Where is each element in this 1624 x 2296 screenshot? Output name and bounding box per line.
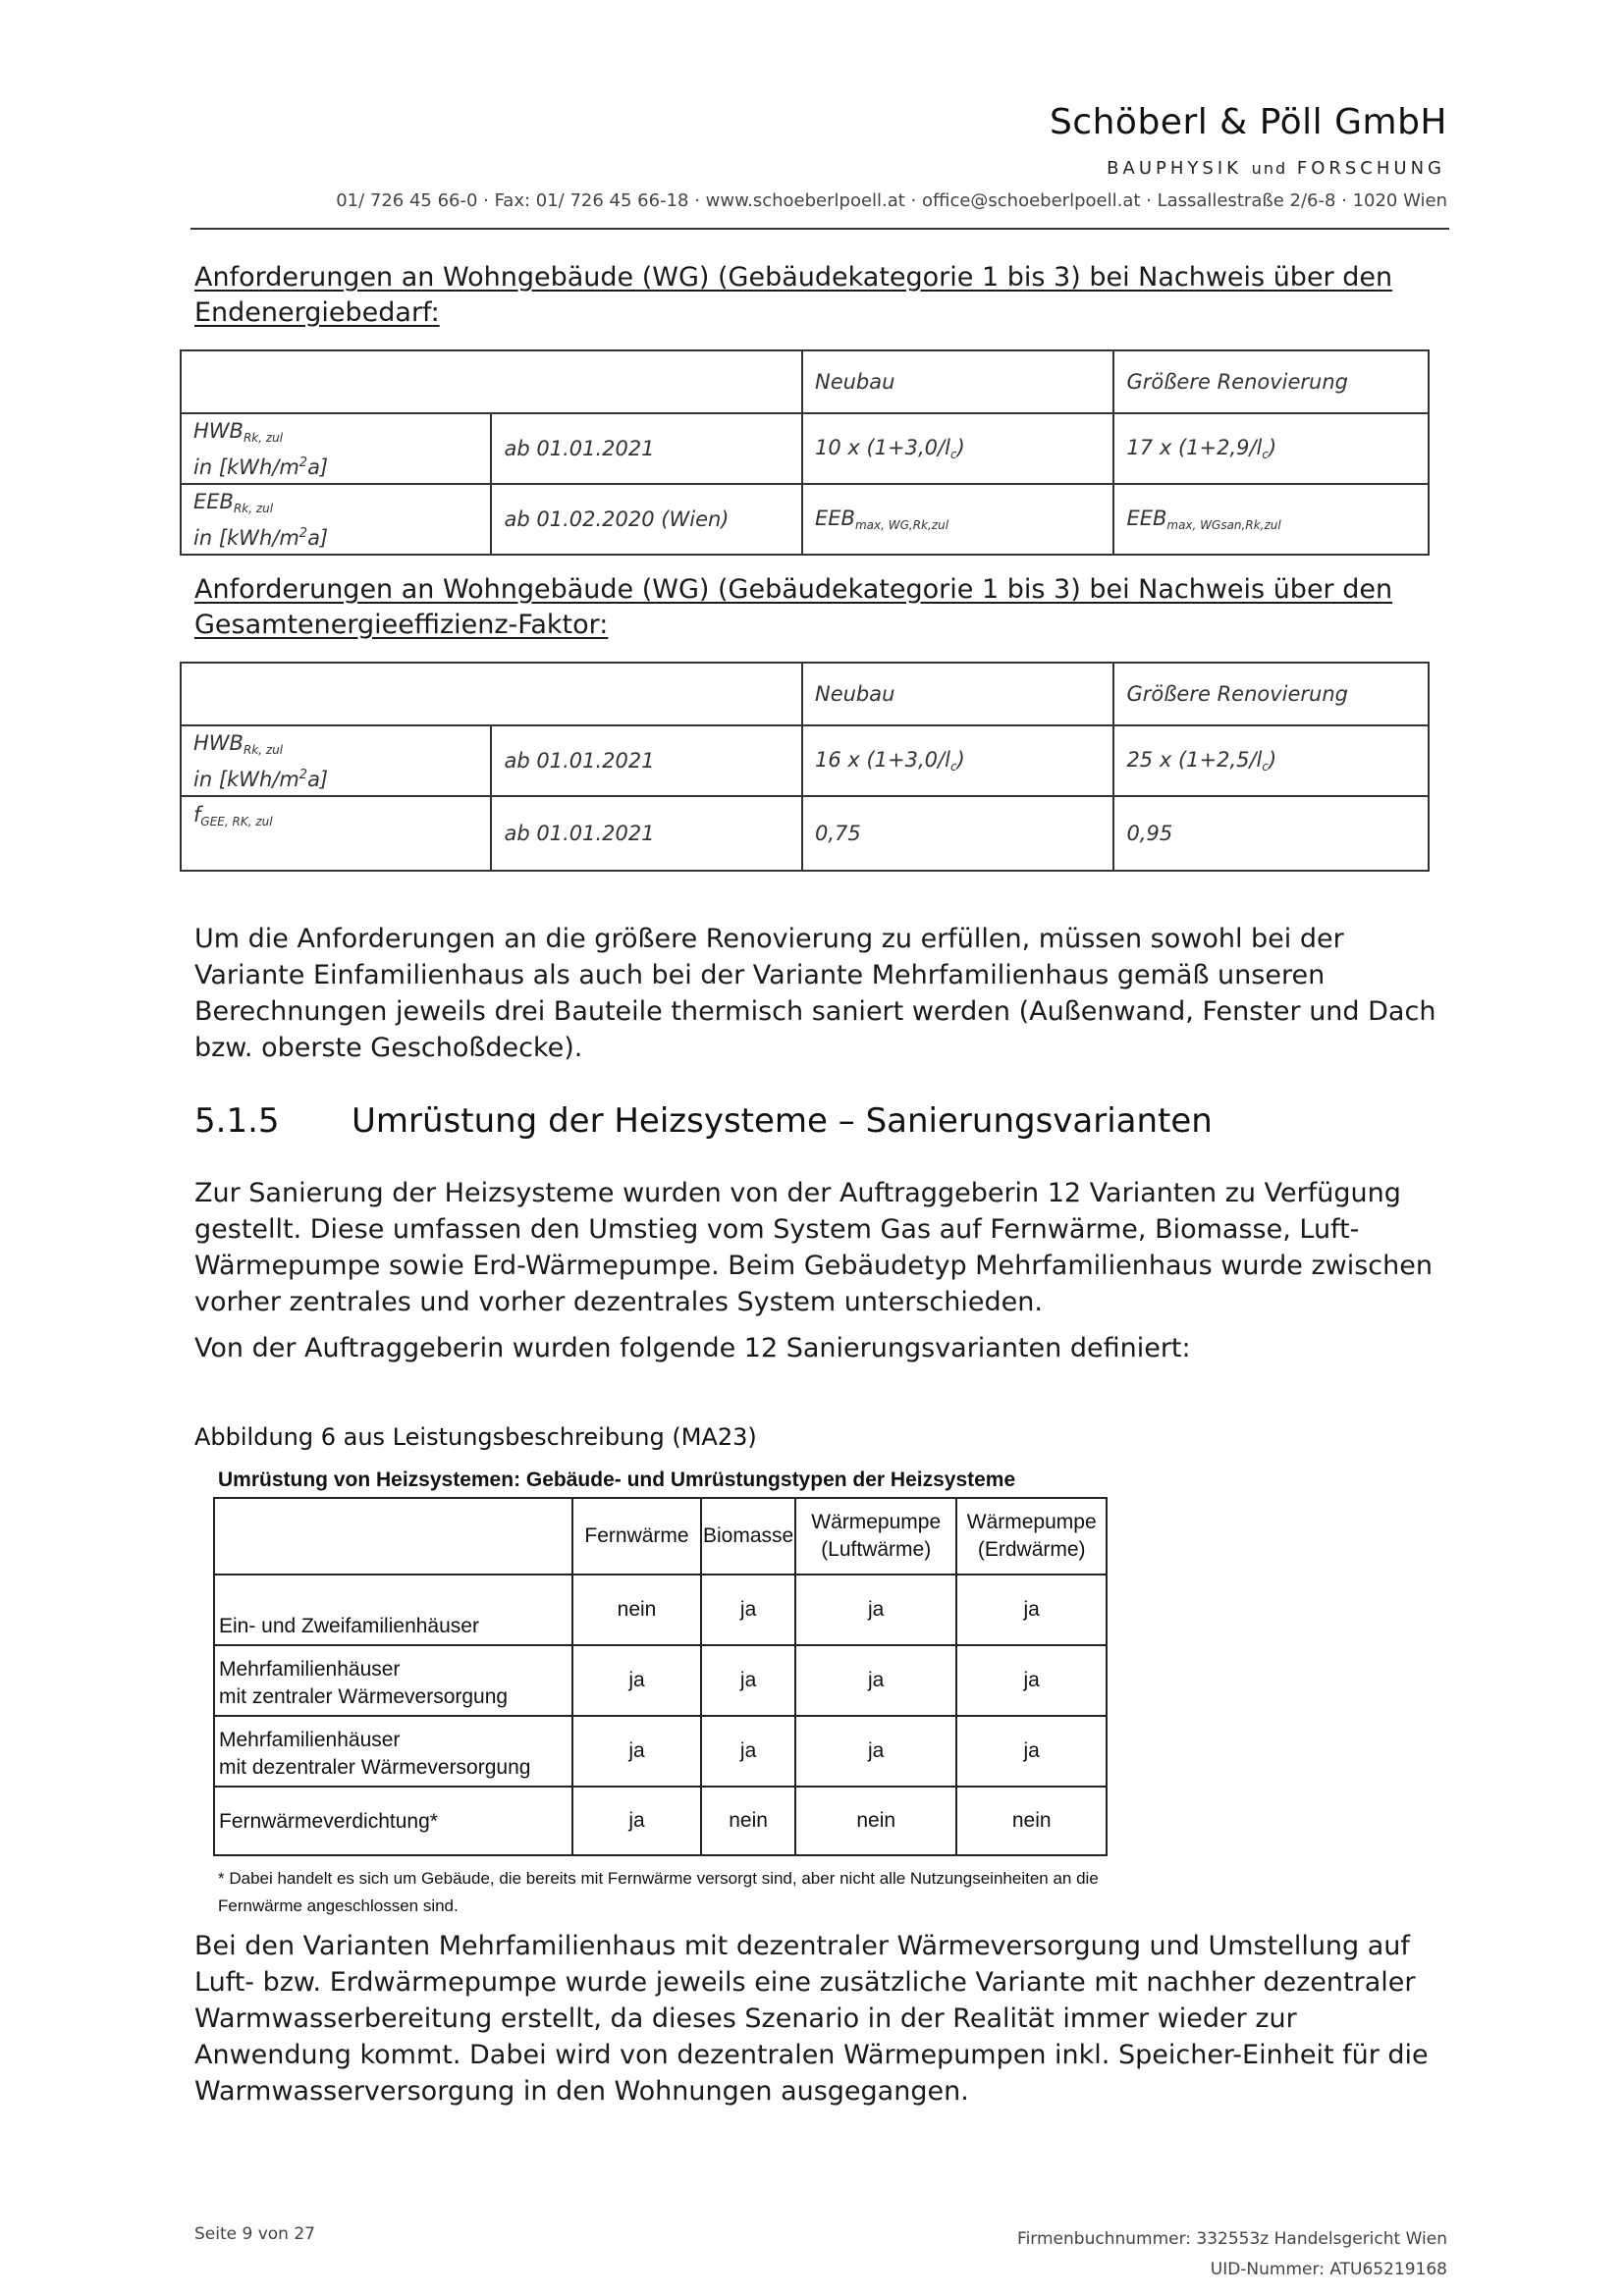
- row-label: Mehrfamilienhäuser mit zentraler Wärmeversorgung: [214, 1645, 572, 1716]
- contact-line: 01/ 726 45 66-0 · Fax: 01/ 726 45 66-18 · www.schoeberlpoell.at · office@schoeberlpoell.at · Lassallestraße 2/6-8 · 1020 Wien: [336, 190, 1447, 211]
- row-label-eeb: $EEB_{Rk, zul}$ in $[kWh/m^2a]$: [181, 484, 491, 555]
- row-renov-value: 0,95: [1113, 796, 1429, 871]
- table-cell: nein: [572, 1575, 701, 1645]
- col-renovierung: Größere Renovierung: [1113, 350, 1429, 413]
- footer-register: Firmenbuchnummer: 332553z Handelsgericht Wien: [1017, 2229, 1447, 2249]
- row-date: ab 01.01.2021: [491, 413, 802, 484]
- row-neubau-value: 0,75: [802, 796, 1113, 871]
- table-row: [214, 1716, 1107, 1787]
- col-waermepumpe-luft: Wärmepumpe (Luftwärme): [795, 1498, 956, 1575]
- table-cell: ja: [956, 1716, 1107, 1787]
- endenergie-table: [180, 349, 1430, 556]
- table-header-row: [181, 663, 1429, 725]
- footer-uid: UID-Nummer: ATU65219168: [1210, 2260, 1447, 2279]
- table-cell: nein: [701, 1787, 795, 1855]
- table-cell: ja: [572, 1716, 701, 1787]
- figure-caption: Abbildung 6 aus Leistungsbeschreibung (MA23): [194, 1423, 757, 1451]
- table-row: [181, 725, 1429, 796]
- figure-footnote: * Dabei handelt es sich um Gebäude, die bereits mit Fernwärme versorgt sind, aber nicht alle Nutzungseinheiten an die Fernwärme angeschlossen sind.: [218, 1869, 1099, 1915]
- subtitle-und: und: [1251, 159, 1288, 178]
- row-neubau-value: $EEB_{max, WG,Rk,zul}$: [802, 484, 1113, 555]
- table-cell: ja: [956, 1575, 1107, 1645]
- col-neubau: Neubau: [802, 350, 1113, 413]
- company-subtitle: [1107, 158, 1445, 179]
- row-renov-value: 17 x $(1+2,9/l_c)$: [1113, 413, 1429, 484]
- col-waermepumpe-erd: Wärmepumpe (Erdwärme): [956, 1498, 1107, 1575]
- endenergie-heading: Anforderungen an Wohngebäude (WG) (Gebäudekategorie 1 bis 3) bei Nachweis über den Endenergiebedarf:: [194, 262, 1393, 328]
- section-title: Umrüstung der Heizsysteme – Sanierungsvarianten: [352, 1101, 1213, 1141]
- table-cell: nein: [956, 1787, 1107, 1855]
- row-label-hwb: $HWB_{Rk, zul}$ in $[kWh/m^2a]$: [181, 725, 491, 796]
- section-number: 5.1.5: [194, 1101, 280, 1141]
- table-row: [181, 413, 1429, 484]
- row-label-fgee: $f_{GEE, RK, zul}$: [181, 796, 491, 871]
- col-fernwaerme: Fernwärme: [572, 1498, 701, 1575]
- paragraph-varianten-intro: Von der Auftraggeberin wurden folgende 12 Sanierungsvarianten definiert:: [194, 1333, 1191, 1363]
- table-cell: ja: [795, 1645, 956, 1716]
- table-row: [214, 1575, 1107, 1645]
- row-neubau-value: 10 x $(1+3,0/l_c)$: [802, 413, 1113, 484]
- row-renov-value: $EEB_{max, WGsan,Rk,zul}$: [1113, 484, 1429, 555]
- table-cell: ja: [795, 1575, 956, 1645]
- col-renovierung: Größere Renovierung: [1113, 663, 1429, 725]
- table-cell: ja: [701, 1575, 795, 1645]
- row-label: Mehrfamilienhäuser mit dezentraler Wärmeversorgung: [214, 1716, 572, 1787]
- empty-header-cell: [181, 663, 802, 725]
- gee-table: [180, 662, 1430, 872]
- row-date: ab 01.01.2021: [491, 725, 802, 796]
- empty-header-cell: [181, 350, 802, 413]
- footer-company-info: [1017, 2224, 1447, 2285]
- figure-title: Umrüstung von Heizsystemen: Gebäude- und Umrüstungstypen der Heizsysteme: [218, 1468, 1016, 1491]
- paragraph-dezentral: Bei den Varianten Mehrfamilienhaus mit dezentraler Wärmeversorgung und Umstellung auf Luft- bzw. Erdwärmepumpe wurde jeweils eine zusätzliche Variante mit nachher dezentraler Warmwasserbereitung erstellt, da dieses Szenario in der Realität immer wieder zur Anwendung kommt. Dabei wird von dezentralen Wärmepumpen inkl. Speicher-Einheit für die Warmwasserversorgung in den Wohnungen ausgegangen.: [194, 1931, 1429, 2107]
- table-cell: nein: [795, 1787, 956, 1855]
- table-cell: ja: [701, 1716, 795, 1787]
- company-name: Schöberl & Pöll GmbH: [1049, 102, 1447, 142]
- header-divider: [190, 228, 1449, 230]
- table-cell: ja: [572, 1645, 701, 1716]
- row-date: ab 01.01.2021: [491, 796, 802, 871]
- table-header-row: [214, 1498, 1107, 1575]
- page-number: Seite 9 von 27: [194, 2224, 315, 2244]
- table-row: [181, 484, 1429, 555]
- row-label-hwb: $HWB_{Rk, zul}$ in $[kWh/m^2a]$: [181, 413, 491, 484]
- table-row: [214, 1645, 1107, 1716]
- gee-heading: Anforderungen an Wohngebäude (WG) (Gebäudekategorie 1 bis 3) bei Nachweis über den Gesamtenergieeffizienz-Faktor:: [194, 574, 1393, 640]
- table-cell: ja: [956, 1645, 1107, 1716]
- subtitle-bauphysik: BAUPHYSIK: [1107, 158, 1242, 179]
- table-row: [214, 1787, 1107, 1855]
- table-cell: ja: [795, 1716, 956, 1787]
- empty-header-cell: [214, 1498, 572, 1575]
- row-date: ab 01.02.2020 (Wien): [491, 484, 802, 555]
- row-neubau-value: 16 x $(1+3,0/l_c)$: [802, 725, 1113, 796]
- col-neubau: Neubau: [802, 663, 1113, 725]
- table-row: [181, 796, 1429, 871]
- heating-systems-table: [213, 1497, 1108, 1856]
- paragraph-renovierung: Um die Anforderungen an die größere Renovierung zu erfüllen, müssen sowohl bei der Variante Einfamilienhaus als auch bei der Variante Mehrfamilienhaus gemäß unseren Berechnungen jeweils drei Bauteile thermisch saniert werden (Außenwand, Fenster und Dach bzw. oberste Geschoßdecke).: [194, 924, 1436, 1063]
- paragraph-heizsysteme: Zur Sanierung der Heizsysteme wurden von der Auftraggeberin 12 Varianten zu Verfügung gestellt. Diese umfassen den Umstieg vom System Gas auf Fernwärme, Biomasse, Luft-Wärmepumpe sowie Erd-Wärmepumpe. Beim Gebäudetyp Mehrfamilienhaus wurde zwischen vorher zentrales und vorher dezentrales System unterschieden.: [194, 1178, 1433, 1317]
- subtitle-forschung: FORSCHUNG: [1296, 158, 1445, 179]
- col-biomasse: Biomasse: [701, 1498, 795, 1575]
- table-cell: ja: [701, 1645, 795, 1716]
- table-header-row: [181, 350, 1429, 413]
- row-renov-value: 25 x $(1+2,5/l_c)$: [1113, 725, 1429, 796]
- row-label: Ein- und Zweifamilienhäuser: [214, 1575, 572, 1645]
- row-label: Fernwärmeverdichtung*: [214, 1787, 572, 1855]
- table-cell: ja: [572, 1787, 701, 1855]
